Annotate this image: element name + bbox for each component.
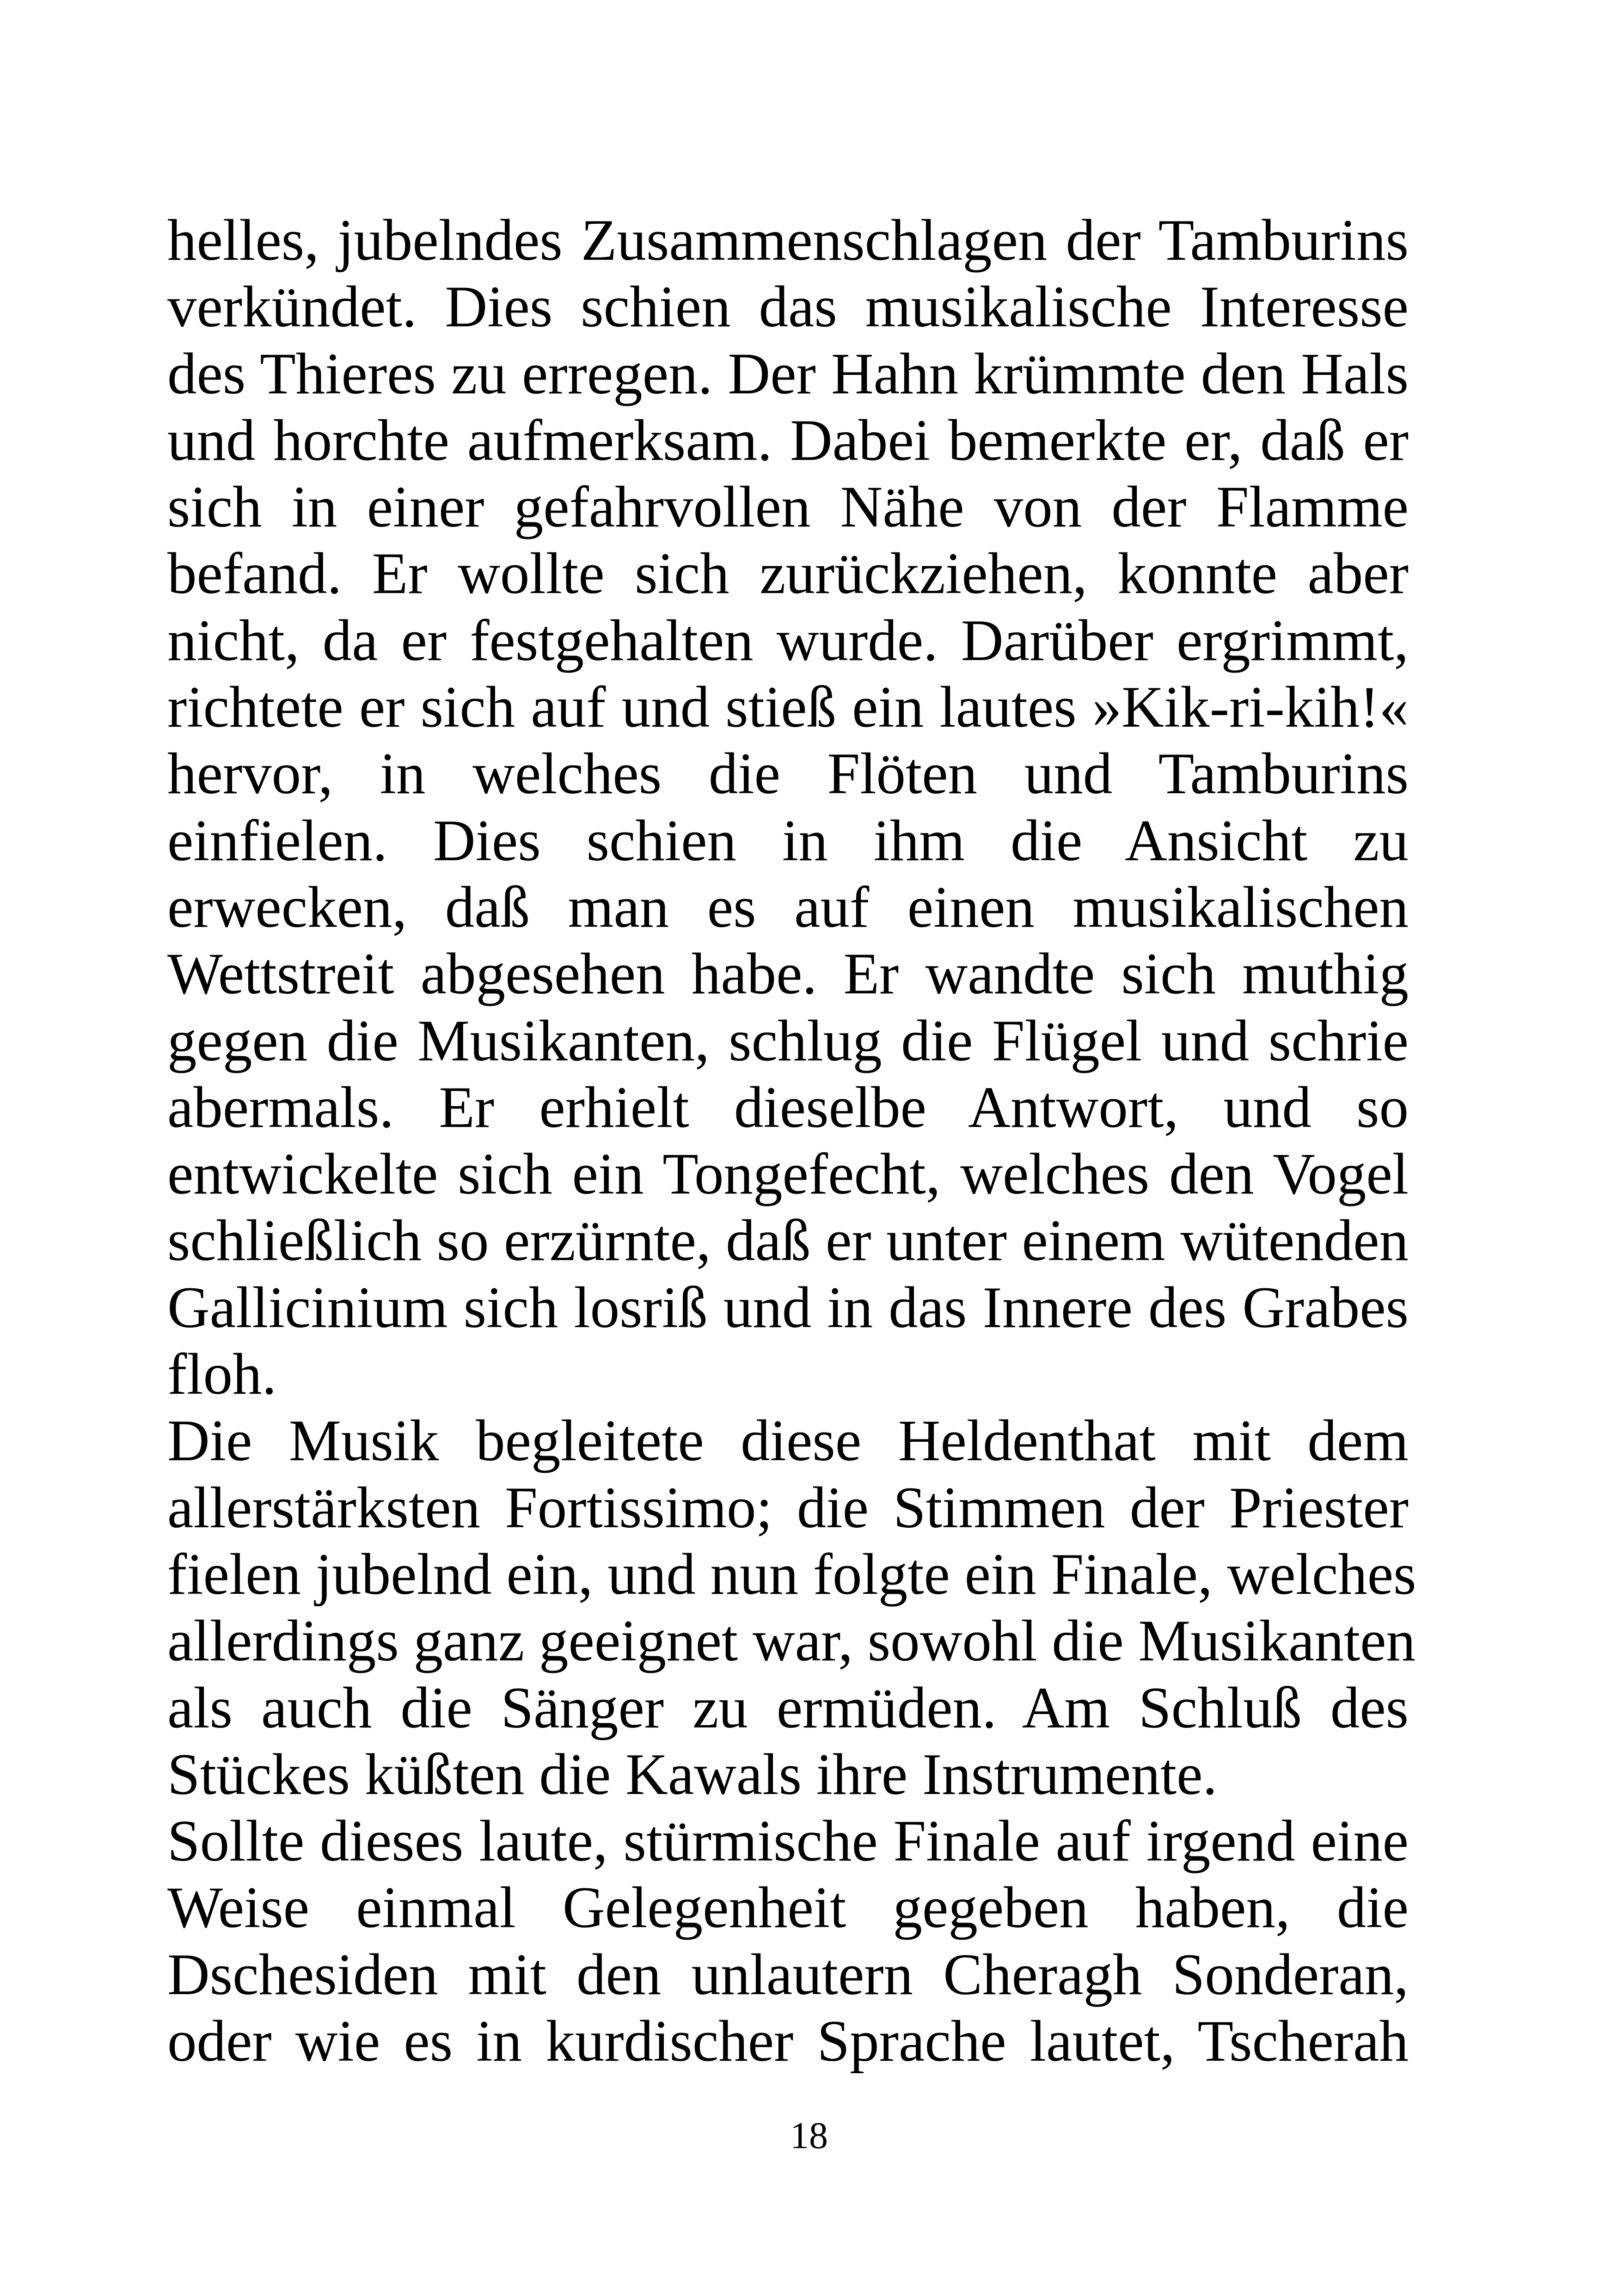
body-text <box>167 207 1416 2075</box>
text-line: richtete er sich auf und stieß ein lautes »Kik-ri-kih!« <box>167 675 1409 740</box>
text-line: nicht, da er festgehalten wurde. Darüber ergrimmt, <box>167 608 1409 673</box>
text-line: Die Musik begleitete diese Heldenthat mit dem <box>167 1408 1409 1474</box>
text-line: und horchte aufmerksam. Dabei bemerkte er, daß er <box>167 408 1409 473</box>
text-line: entwickelte sich ein Tongefecht, welches den Vogel <box>167 1142 1409 1207</box>
text-line: hervor, in welches die Flöten und Tamburins <box>167 741 1409 807</box>
text-line: Sollte dieses laute, stürmische Finale auf irgend eine <box>167 1809 1409 1874</box>
text-line: allerstärksten Fortissimo; die Stimmen der Priester <box>167 1475 1409 1540</box>
text-line: als auch die Sänger zu ermüden. Am Schluß des <box>167 1675 1409 1740</box>
text-line: schließlich so erzürnte, daß er unter einem wütenden <box>167 1208 1409 1274</box>
text-line: gegen die Musikanten, schlug die Flügel und schrie <box>167 1008 1409 1073</box>
text-line: erwecken, daß man es auf einen musikalischen <box>167 875 1409 940</box>
text-line: des Thieres zu erregen. Der Hahn krümmte den Hals <box>167 341 1409 406</box>
text-line: helles, jubelndes Zusammenschlagen der Tamburins <box>167 208 1409 273</box>
text-line: oder wie es in kurdischer Sprache lautet, Tscherah <box>167 2009 1409 2074</box>
text-line: Weise einmal Gelegenheit gegeben haben, die <box>167 1875 1409 1941</box>
page-number: 18 <box>790 2114 828 2156</box>
text-line: sich in einer gefahrvollen Nähe von der Flamme <box>167 475 1409 540</box>
text-line: einfielen. Dies schien in ihm die Ansicht zu <box>167 808 1409 873</box>
text-line: Dschesiden mit den unlautern Cheragh Sonderan, <box>167 1942 1409 2007</box>
text-line: verkündet. Dies schien das musikalische Interesse <box>167 275 1409 340</box>
text-line: Stückes küßten die Kawals ihre Instrumente. <box>167 1742 1218 1807</box>
text-line: Wettstreit abgesehen habe. Er wandte sich muthig <box>167 942 1409 1007</box>
text-line: befand. Er wollte sich zurückziehen, konnte aber <box>167 541 1409 606</box>
text-line: fielen jubelnd ein, und nun folgte ein Finale, welches <box>167 1542 1416 1607</box>
text-line: floh. <box>167 1342 277 1407</box>
text-line: Gallicinium sich losriß und in das Innere des Grabes <box>167 1275 1409 1340</box>
text-line: abermals. Er erhielt dieselbe Antwort, und so <box>167 1075 1409 1140</box>
text-line: allerdings ganz geeignet war, sowohl die Musikanten <box>167 1609 1416 1674</box>
